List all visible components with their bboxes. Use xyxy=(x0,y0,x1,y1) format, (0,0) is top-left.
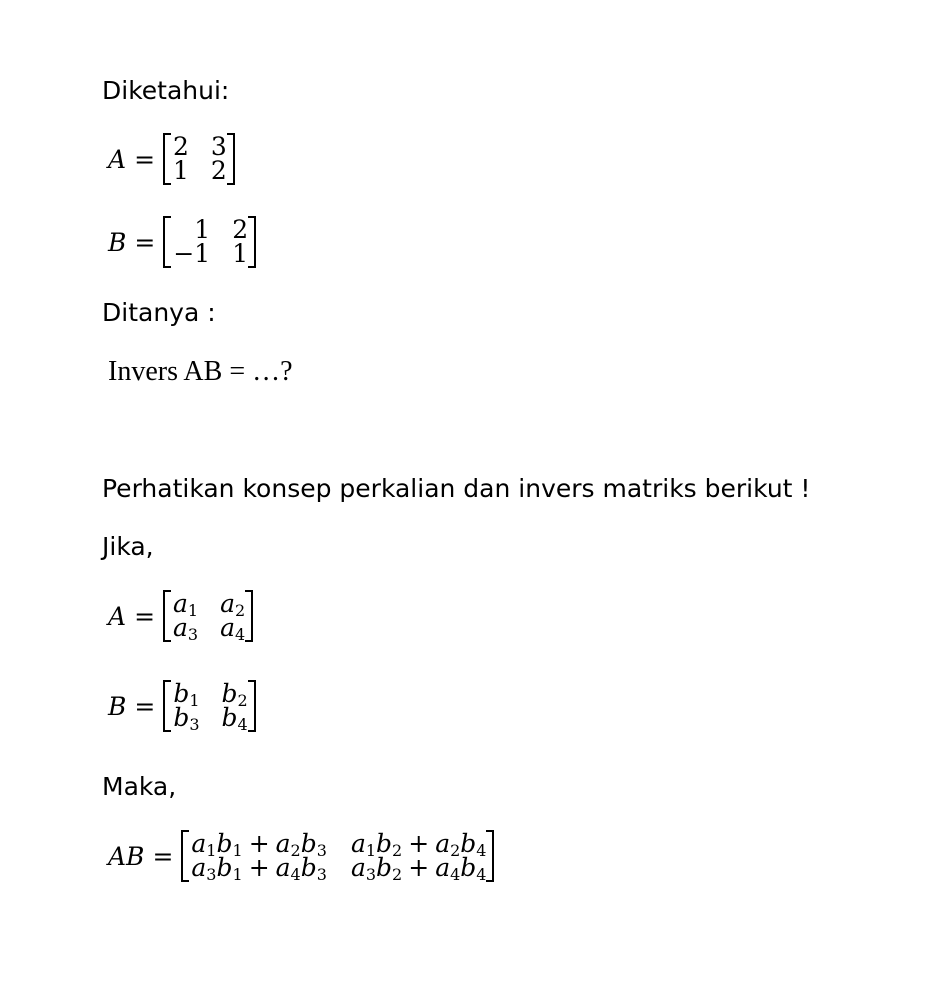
matrix-cell: $a_1b_1 + a_2b_3$ xyxy=(191,829,327,860)
matrix-cell: $a_3b_2 + a_4b_4$ xyxy=(350,853,487,884)
matrix-cell: $a_3$ xyxy=(173,613,199,644)
equation-general-b xyxy=(108,680,256,732)
given-heading: Diketahui: xyxy=(102,76,230,105)
equals-sign: = xyxy=(134,144,156,174)
then-label: Maka, xyxy=(102,772,177,801)
equation-product-ab xyxy=(108,830,494,882)
equals-sign: = xyxy=(134,227,156,257)
product-matrix-ab xyxy=(181,830,494,882)
equation-matrix-b xyxy=(108,216,256,268)
general-matrix-b xyxy=(163,680,255,732)
matrix-cell: 3 xyxy=(210,132,227,161)
matrix-cell: −1 xyxy=(173,239,211,268)
product-ab-label: AB xyxy=(108,841,145,871)
matrix-cell: $a_4$ xyxy=(220,613,246,644)
question-text: Invers AB = …? xyxy=(108,356,293,387)
equation-matrix-a xyxy=(108,133,235,185)
equals-sign: = xyxy=(134,691,156,721)
matrix-a-label: A xyxy=(108,144,127,174)
matrix-cell: $a_1$ xyxy=(173,589,199,620)
matrix-cell: $b_3$ xyxy=(173,703,200,734)
matrix-cell: $b_4$ xyxy=(221,703,248,734)
matrix-cell: 2 xyxy=(210,156,227,185)
matrix-cell: 1 xyxy=(194,215,211,244)
concept-intro: Perhatikan konsep perkalian dan invers matriks berikut ! xyxy=(102,474,811,503)
general-a-label: A xyxy=(108,601,127,631)
equation-general-a xyxy=(108,590,253,642)
matrix-cell: $a_2$ xyxy=(220,589,246,620)
equals-sign: = xyxy=(152,841,174,871)
matrix-cell: $a_3b_1 + a_4b_3$ xyxy=(191,853,327,884)
matrix-b-label: B xyxy=(108,227,127,257)
matrix-cell: 1 xyxy=(232,239,249,268)
matrix-cell: $a_1b_2 + a_2b_4$ xyxy=(350,829,487,860)
matrix-cell: 1 xyxy=(173,156,189,185)
matrix-b xyxy=(163,216,256,268)
matrix-cell: $b_1$ xyxy=(173,679,200,710)
matrix-cell: 2 xyxy=(232,215,249,244)
matrix-cell: 2 xyxy=(173,132,189,161)
matrix-a xyxy=(163,133,235,185)
matrix-cell: $b_2$ xyxy=(221,679,248,710)
equals-sign: = xyxy=(134,601,156,631)
asked-heading: Ditanya : xyxy=(102,298,216,327)
general-matrix-a xyxy=(163,590,253,642)
if-label: Jika, xyxy=(102,532,154,561)
general-b-label: B xyxy=(108,691,127,721)
